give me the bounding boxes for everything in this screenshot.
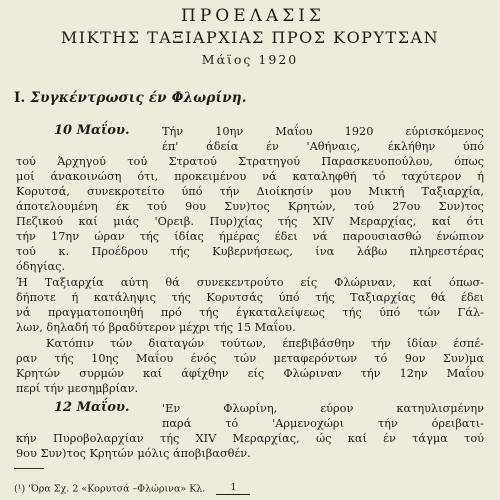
title-block <box>0 6 500 68</box>
text-line: Κορυτσά, συνεκροτείτο ύπό τήν Διοίκησίν μου Μικτή Ταξιαρχία, <box>16 185 484 198</box>
section-heading <box>14 90 247 106</box>
text-line: 'Εν Φλωρίνη, εύρον κατηυλισμένην <box>162 402 484 415</box>
text-line: τού Άρχηγού τού Στρατού Στρατηγού Παρασκευοπούλου, όπως <box>16 155 484 168</box>
text-line: έπ' άδεία έν 'Αθήναις, έκλήθην ύπό <box>162 140 484 153</box>
footnote-text: (¹) 'Όρα Σχ. 2 «Κορυτσά –Φλώρινα» Κλ. <box>14 483 206 495</box>
document-title: ΠΡΟΕΛΑΣΙΣ <box>181 6 325 26</box>
date-marker-12-may: 12 Μαΐου. <box>54 400 130 415</box>
text-line: τήν 17ην ώραν τής ίδίας ήμέρας έδει νά παρουσιασθώ ένώπιον <box>16 230 484 243</box>
text-line: μοί άνακοινώση ότι, προκειμένου νά καταληφθή τό ταχύτερον ή <box>16 170 484 183</box>
text-line: περί τήν μεσημβρίαν. <box>16 382 139 395</box>
text-line: δήποτε ή κατάληψις τής Κορυτσάς ύπό τής Ταξιαρχίας θά έδει <box>16 291 484 304</box>
text-line: Τήν 10ην Μαΐου 1920 εύρισκόμενος <box>162 125 484 138</box>
text-line: Πεζικού καί μιάς 'Ορειβ. Πυρ)χίας τής ΧΙV Μεραρχίας, καί ότι <box>16 215 484 228</box>
date-marker-10-may: 10 Μαΐου. <box>54 123 130 138</box>
text-line: όδηγίας. <box>16 260 66 273</box>
section-title: Συγκέντρωσις έν Φλωρίνη. <box>30 90 247 106</box>
section-number: Ι. <box>14 90 26 106</box>
text-line: τού κ. Προέδρου τής Κυβερνήσεως, ίνα λάβω πληρεστέρας <box>16 245 484 258</box>
text-line: άποτελουμένη έκ τού 9ου Συν)τος Κρητών, τού 27ου Συν)τος <box>16 200 484 213</box>
document-subtitle: ΜΙΚΤΗΣ ΤΑΞΙΑΡΧΙΑΣ ΠΡΟΣ ΚΟΡΥΤΣΑΝ <box>60 28 440 47</box>
text-line: κήν Πυροβολαρχίαν τής ΧΙV Μεραρχίας, ώς καί έν τάγμα τού <box>16 432 484 445</box>
footnote <box>14 483 250 495</box>
text-line: Κρητών συρμών καί άφίχθην είς Φλώριναν τήν 12ην Μαΐου <box>16 367 484 380</box>
text-line: Ή Ταξιαρχία αύτη θά συνεκεντρούτο είς Φλώριναν, καί όπωσ- <box>16 276 484 289</box>
text-line: Κατόπιν τών διαταγών τούτων, έπεβιβάσθην τήν ίδίαν έσπέ- <box>46 337 484 350</box>
text-line: παρά τό 'Αρμενοχώρι τήν όρειβατι- <box>162 417 484 430</box>
text-line: λων, δηλαδή τό βραδύτερον μέχρι τής 15 Μαΐου. <box>16 321 296 334</box>
text-line: ραν τής 10ης Μαΐου ένός τών μεταφερόντων τό 9ον Συν)μα <box>16 352 484 365</box>
text-line: 9ου Συν)τος Κρητών μόλις άποβιβασθέν. <box>16 447 251 460</box>
footnote-fraction <box>216 483 250 495</box>
document-date: Μάϊος 1920 <box>201 52 299 67</box>
footnote-rule <box>14 468 44 469</box>
footnote-fraction-numerator: 1 <box>216 483 250 495</box>
text-line: νά πραγματοποιηθή πρό τής έγκαταλείψεως τής ύπό τών Γάλ- <box>16 306 484 319</box>
